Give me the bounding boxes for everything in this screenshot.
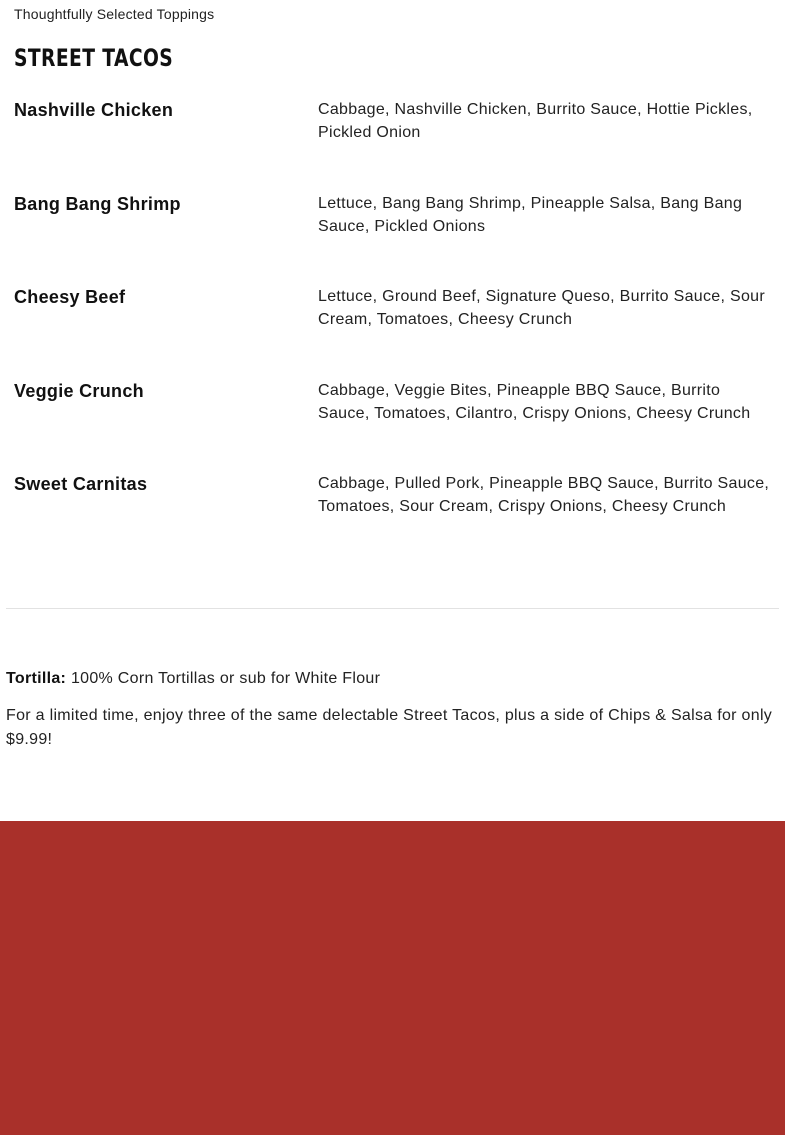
- menu-item-description: Lettuce, Bang Bang Shrimp, Pineapple Salsa, Bang Bang Sauce, Pickled Onions: [318, 195, 743, 235]
- tortilla-info: [6, 670, 380, 688]
- menu-item-veggie-crunch: [0, 381, 785, 441]
- menu-item-cheesy-beef: [0, 287, 785, 347]
- menu-item-nashville-chicken: [0, 100, 785, 160]
- section-title: STREET TACOS: [14, 44, 174, 72]
- menu-item-name: Bang Bang Shrimp: [14, 194, 181, 214]
- promo-text: For a limited time, enjoy three of the same delectable Street Tacos, plus a side of Chips & Salsa for only $9.99!: [6, 707, 773, 748]
- menu-item-bang-bang-shrimp: [0, 194, 785, 254]
- menu-item-description: Cabbage, Pulled Pork, Pineapple BBQ Sauce, Burrito Sauce, Tomatoes, Sour Cream, Crispy Onions, Cheesy Crunch: [318, 475, 770, 515]
- section-divider: [6, 608, 779, 609]
- menu-item-name: Veggie Crunch: [14, 381, 144, 401]
- footer-band: [0, 821, 785, 1135]
- menu-item-description: Cabbage, Nashville Chicken, Burrito Sauce, Hottie Pickles, Pickled Onion: [318, 101, 753, 141]
- menu-item-description: Lettuce, Ground Beef, Signature Queso, Burrito Sauce, Sour Cream, Tomatoes, Cheesy Crunch: [318, 288, 765, 328]
- menu-item-name: Sweet Carnitas: [14, 474, 148, 494]
- section-subtitle: Thoughtfully Selected Toppings: [14, 6, 215, 22]
- menu-item-description: Cabbage, Veggie Bites, Pineapple BBQ Sauce, Burrito Sauce, Tomatoes, Cilantro, Crispy Onions, Cheesy Crunch: [318, 382, 751, 422]
- tortilla-label: Tortilla:: [6, 670, 67, 687]
- menu-item-name: Cheesy Beef: [14, 287, 126, 307]
- menu-item-sweet-carnitas: [0, 474, 785, 534]
- menu-item-name: Nashville Chicken: [14, 100, 174, 120]
- tortilla-value: 100% Corn Tortillas or sub for White Flour: [70, 670, 381, 687]
